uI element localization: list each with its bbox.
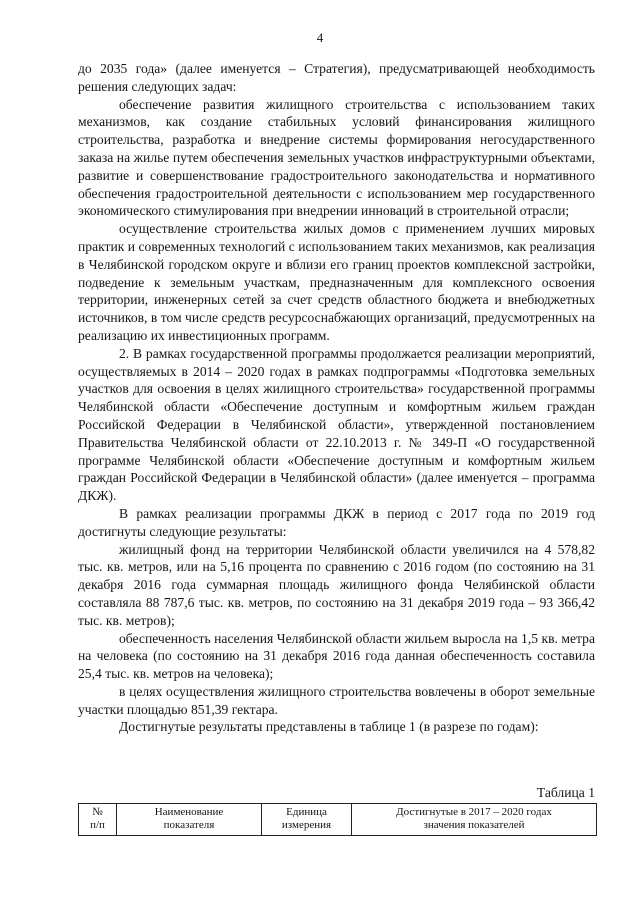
paragraph-housing-development: обеспечение развития жилищного строительства с использованием таких механизмов, как создание стабильных условий финансирования жилищного строительства, разработка и внедрение системы формирования негосударственного заказа на жилье путем обеспечения земельных участков инфраструктурными объектами, развитие и совершенствование градостроительного законодательства и нормативного обеспечения градостроительной деятельности с использованием мер государственного экономического стимулирования при внедрении инноваций в строительной отрасли; — [78, 96, 595, 219]
paragraph-housing-stock: жилищный фонд на территории Челябинской области увеличился на 4 578,82 тыс. кв. метров, или на 5,16 процента по сравнению с 2016 годом (по состоянию на 31 декабря 2016 года суммарная площадь жилищного фонда Челябинской области составляла 88 787,6 тыс. кв. метров, по состоянию на 31 декабря 2019 года – 93 366,42 тыс. кв. метров); — [78, 541, 595, 628]
header-number-line1: № — [92, 806, 103, 818]
table-caption: Таблица 1 — [536, 785, 595, 800]
header-achieved-line1: Достигнутые в 2017 – 2020 годах — [396, 806, 552, 818]
paragraph-housing-construction: осуществление строительства жилых домов с применением лучших мировых практик и современных технологий с использованием таких механизмов, как реализация в Челябинской городском округе и вблизи его границ проектов комплексной застройки, подведение к земельным участкам, предназначенным для комплексного освоения территории, инженерных сетей за счет средств областного бюджета и внебюджетных источников, в том числе средств ресурсоснабжающих организаций, предусмотренных на реализацию их инвестиционных программ. — [78, 221, 595, 343]
paragraph-housing-provision: обеспеченность населения Челябинской области жильем выросла на 1,5 кв. метра на человека (по состоянию на 31 декабря 2016 года данная обеспеченность составила 25,4 тыс. кв. метров на человека); — [78, 630, 595, 682]
paragraph-land-plots: в целях осуществления жилищного строительства вовлечены в оборот земельные участки площадью 851,39 гектара. — [78, 683, 595, 717]
paragraph-state-program: 2. В рамках государственной программы продолжается реализации мероприятий, осуществляемых в 2014 – 2020 годах в рамках подпрограммы «Подготовка земельных участков для освоения в целях жилищного строительства» государственной программы Челябинской области «Обеспечение доступным и комфортным жильем граждан Российской Федерации в Челябинской области», утвержденной постановлением Правительства Челябинской области от 22.10.2013 г. № 349-П «О государственной программе Челябинской области «Обеспечение доступным и комфортным жильем граждан Российской Федерации в Челябинской области» (далее именуется – программа ДКЖ). — [78, 345, 595, 504]
table-header-row — [79, 804, 597, 836]
header-unit-line1: Единица — [286, 806, 327, 818]
paragraph-table-intro: Достигнутые результаты представлены в таблице 1 (в разрезе по годам): — [119, 719, 539, 735]
paragraph-strategy-intro: до 2035 года» (далее именуется – Стратегия), предусматривающей необходимость решения следующих задач: — [78, 61, 595, 94]
header-achieved-line2: значения показателей — [423, 819, 525, 831]
page-number: 4 — [316, 30, 324, 45]
results-table — [78, 803, 597, 836]
header-unit — [262, 804, 352, 836]
paragraph-results-intro: В рамках реализации программы ДКЖ в период с 2017 года по 2019 год достигнуты следующие результаты: — [78, 505, 595, 539]
document-body — [78, 60, 595, 736]
header-achieved-values — [352, 804, 597, 836]
header-indicator-line2: показателя — [163, 819, 215, 831]
header-number-line2: п/п — [90, 819, 105, 831]
header-number — [79, 804, 117, 836]
header-unit-line2: измерения — [281, 819, 332, 831]
header-indicator-name — [117, 804, 262, 836]
header-indicator-line1: Наименование — [154, 806, 224, 818]
